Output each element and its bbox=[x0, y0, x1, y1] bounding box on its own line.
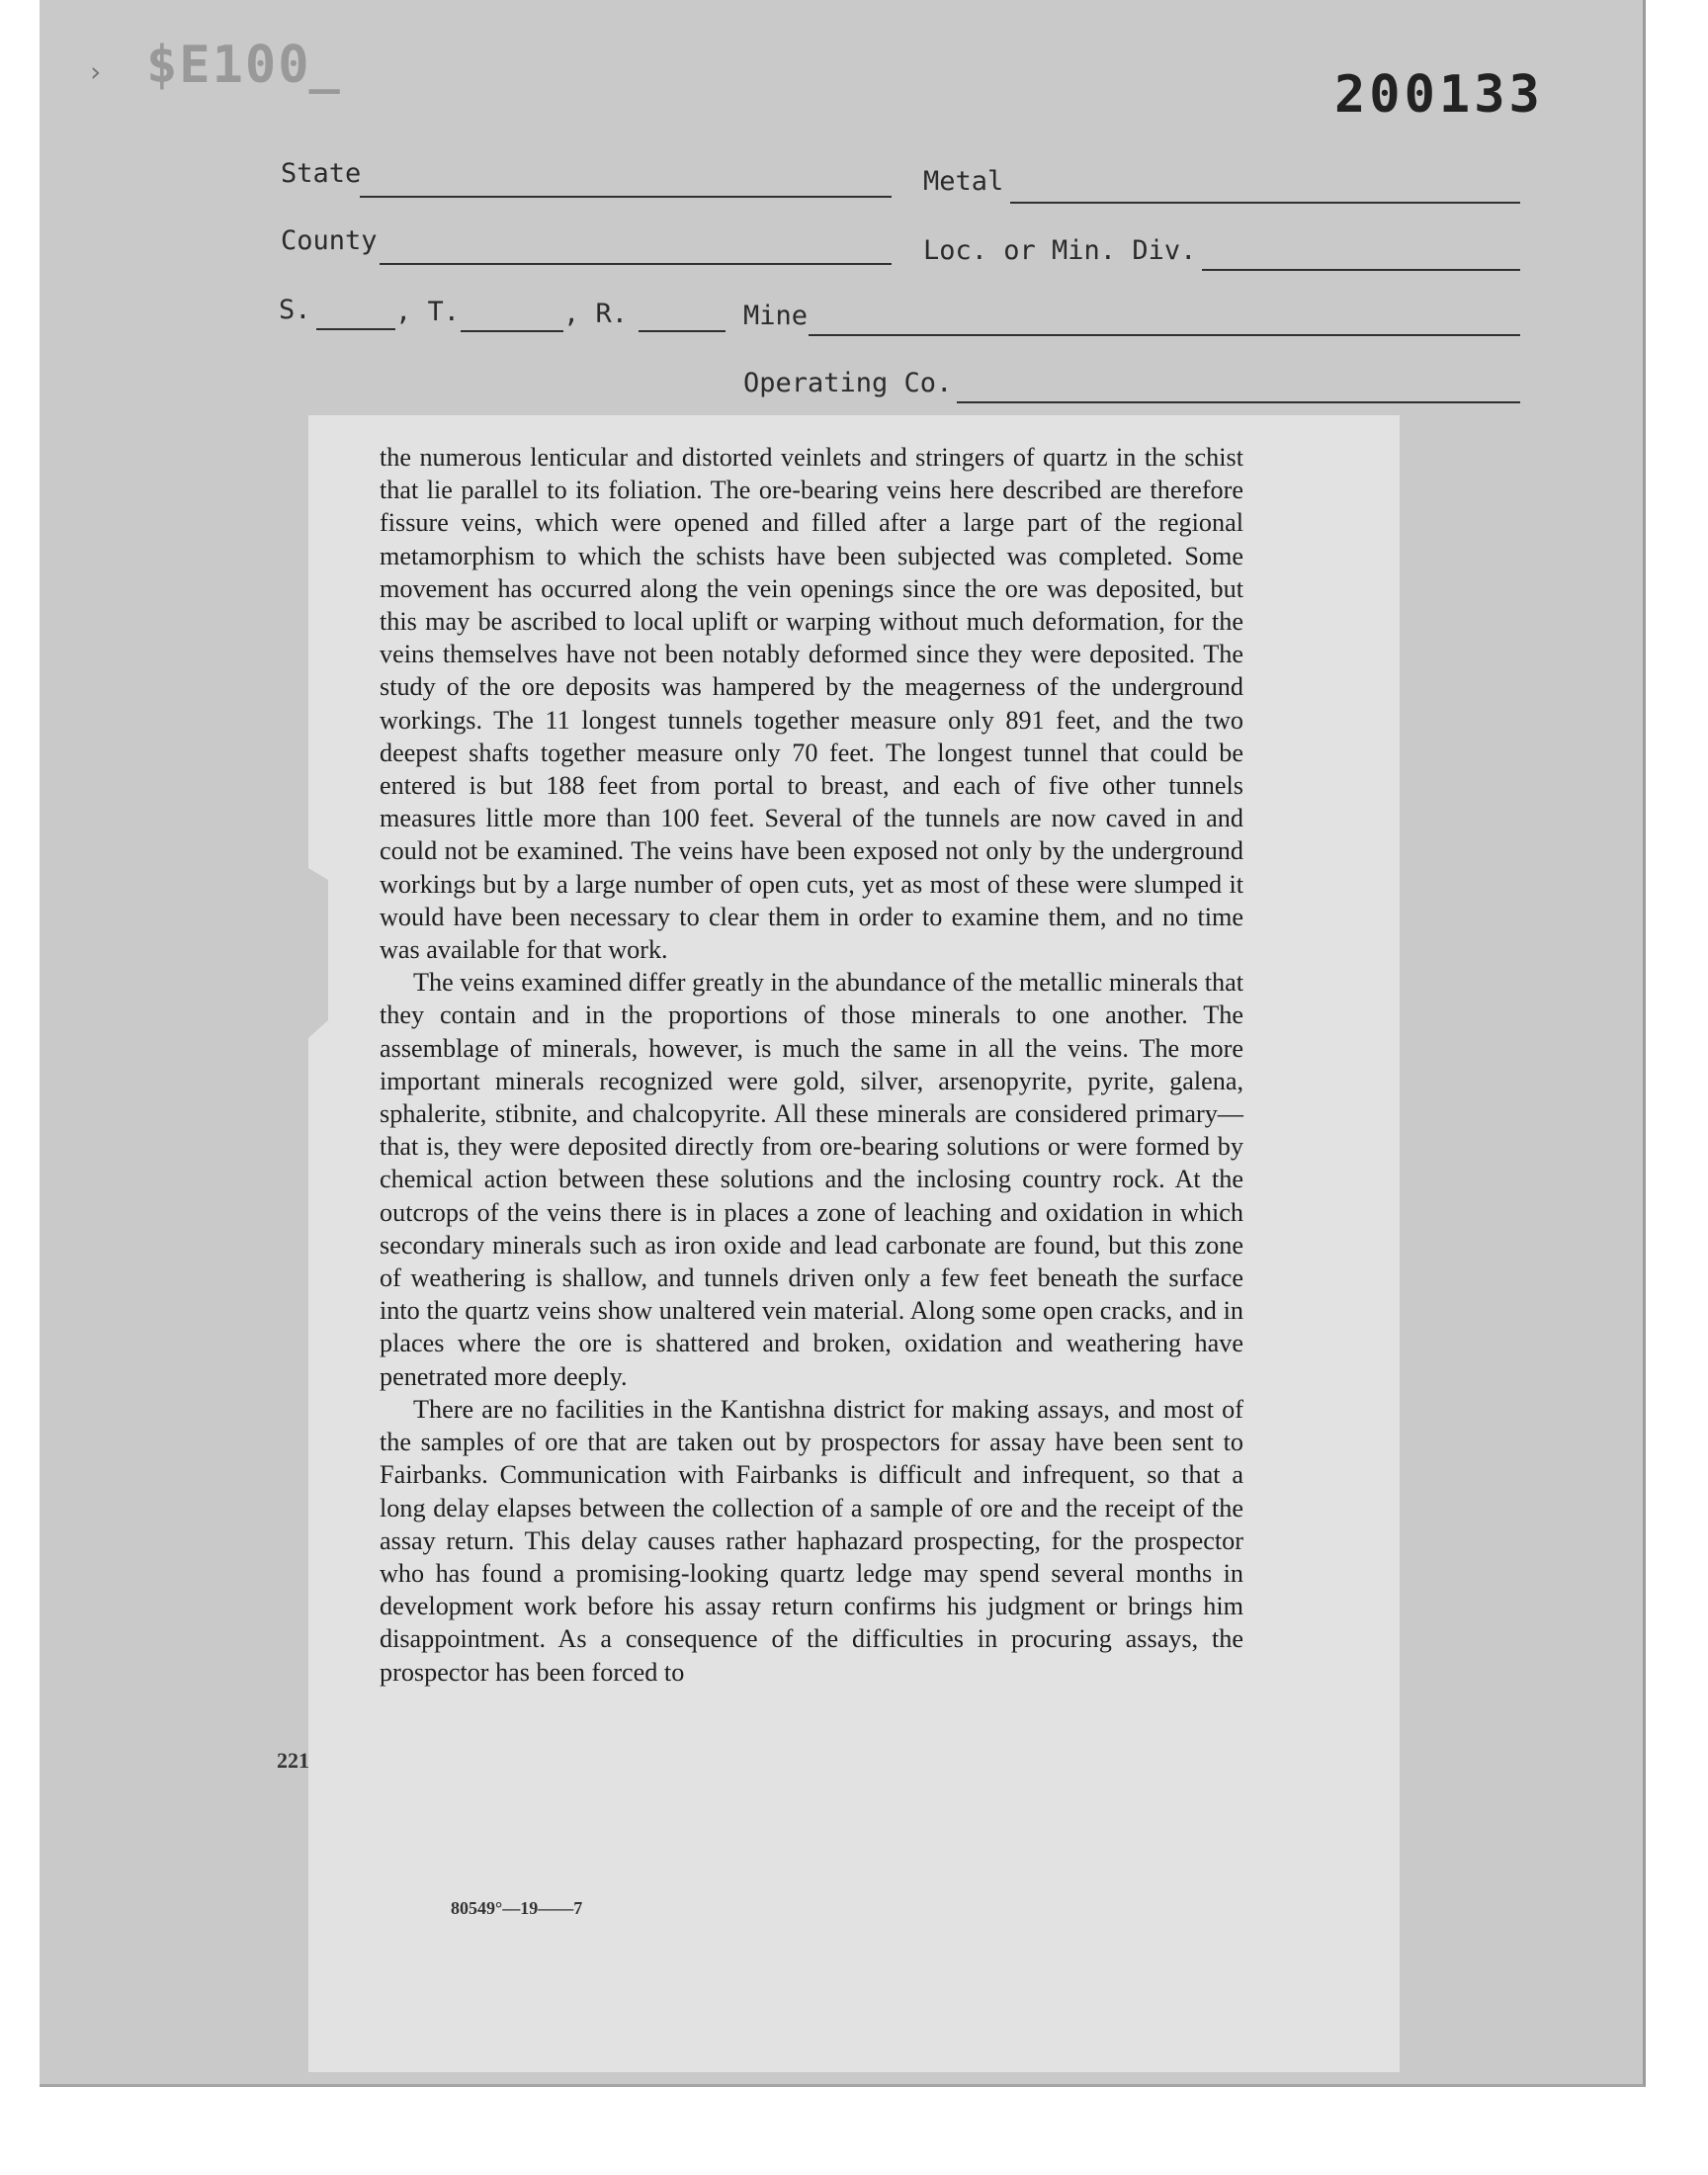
county-label: County bbox=[281, 225, 378, 256]
stamp-number: $E100̲ bbox=[146, 36, 342, 95]
plate-mark: 80549°—19——7 bbox=[451, 1898, 583, 1918]
metal-line bbox=[1010, 202, 1520, 204]
range-line bbox=[639, 330, 726, 332]
operating-co-line bbox=[957, 401, 1520, 403]
state-line bbox=[360, 196, 892, 198]
paragraph-3: There are no facilities in the Kantishna district for making assays, and most of the samples of ore that are taken out by prospectors for assay have been sent to Fairbanks. Communication with Fairbanks is difficult and infrequent, so that a long delay elapses between the collection of a sample of ore and the receipt of the assay return. This delay causes rather haphazard prospecting, for the prospector who has found a promising-looking quartz ledge may spend several months in development work before his assay return confirms his judgment or brings him disappointment. As a consequence of the difficulties in procuring assays, the prospector has been forced to bbox=[380, 1394, 1243, 1687]
loc-min-div-line bbox=[1202, 269, 1520, 271]
county-line bbox=[380, 263, 892, 265]
section-line bbox=[316, 328, 395, 330]
range-label: , R. bbox=[563, 299, 629, 329]
document-number: 200133 bbox=[1334, 65, 1544, 125]
state-label: State bbox=[281, 158, 362, 189]
section-label: S. bbox=[279, 295, 311, 325]
page-number: 221 bbox=[277, 1748, 309, 1773]
loc-min-div-label: Loc. or Min. Div. bbox=[923, 235, 1197, 266]
body-text bbox=[380, 441, 1243, 1689]
corner-mark: › bbox=[87, 55, 104, 88]
paragraph-1: the numerous lenticular and distorted veinlets and stringers of quartz in the schist that lie parallel to its foliation. The ore-bearing veins here described are therefore fissure veins, which were opened and filled after a large part of the regional metamorphism to which the schists have been subjected was completed. Some movement has occurred along the vein openings since the ore was deposited, but this may be ascribed to local uplift or warping without much deformation, for the veins themselves have not been notably deformed since they were deposited. The study of the ore deposits was hampered by the meagerness of the underground workings. The 11 longest tunnels together measure only 891 feet, and the two deepest shafts together measure only 70 feet. The longest tunnel that could be entered is but 188 feet from portal to breast, and each of five other tunnels measures little more than 100 feet. Several of the tunnels are now caved in and could not be examined. The veins have been exposed not only by the underground workings but by a large number of open cuts, yet as most of these were slumped it would have been necessary to clear them in order to examine them, and no time was available for that work. bbox=[380, 443, 1243, 965]
township-line bbox=[461, 330, 563, 332]
mine-label: Mine bbox=[743, 301, 809, 331]
mine-line bbox=[809, 334, 1520, 336]
operating-co-label: Operating Co. bbox=[743, 368, 953, 398]
metal-label: Metal bbox=[923, 166, 1004, 197]
township-label: , T. bbox=[395, 297, 461, 327]
paragraph-2: The veins examined differ greatly in the abundance of the metallic minerals that they contain and in the proportions of those minerals to one another. The assemblage of minerals, however, is much the same in all the veins. The more important minerals recognized were gold, silver, arsenopyrite, pyrite, galena, sphalerite, stibnite, and chalcopyrite. All these minerals are considered primary—that is, they were deposited directly from ore-bearing solutions or were formed by chemical action between these solutions and the inclosing country rock. At the outcrops of the veins there is in places a zone of leaching and oxidation in which secondary minerals such as iron oxide and lead carbonate are found, but this zone of weathering is shallow, and tunnels driven only a few feet beneath the surface into the quartz veins show unaltered vein material. Along some open cracks, and in places where the ore is shattered and broken, oxidation and weathering have penetrated more deeply. bbox=[380, 968, 1243, 1391]
